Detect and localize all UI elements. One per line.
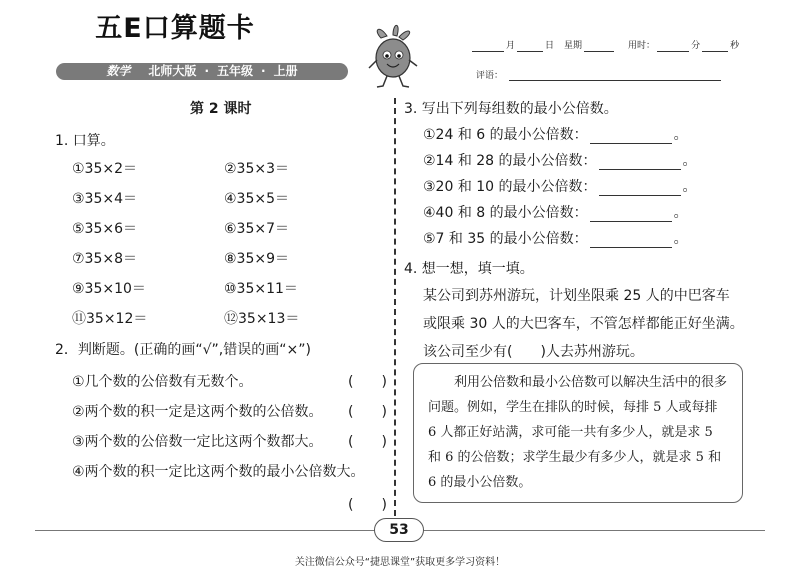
- section3-title: 3. 写出下列每组数的最小公倍数。: [404, 101, 618, 117]
- answer-paren[interactable]: ( ): [348, 374, 387, 390]
- separator-dot: ·: [204, 64, 209, 78]
- calc-item: ⑪35×12＝: [72, 311, 148, 327]
- calc-item: ⑤35×6＝: [72, 221, 138, 237]
- edition-label: 北师大版: [148, 64, 197, 78]
- calc-item: ⑥35×7＝: [224, 221, 290, 237]
- second-label: 秒: [730, 41, 740, 51]
- comment-blank: [509, 70, 721, 81]
- lcm-question: ②14 和 28 的最小公倍数：: [423, 153, 597, 169]
- lcm-item: [423, 202, 688, 222]
- story-line: 某公司到苏州游玩，计划坐限乘 25 人的中巴客车: [423, 288, 730, 304]
- calc-item: ⑦35×8＝: [72, 251, 138, 267]
- answer-blank[interactable]: [590, 130, 672, 144]
- minute-label: 分: [691, 41, 701, 51]
- page-number: 53: [374, 518, 424, 542]
- mascot-icon: [365, 22, 421, 90]
- answer-blank[interactable]: [590, 208, 672, 222]
- lesson-title: 第 2 课时: [190, 101, 252, 117]
- lcm-item: [423, 150, 697, 170]
- period: 。: [682, 153, 697, 169]
- calc-item: ①35×2＝: [72, 161, 138, 177]
- calc-item: ⑫35×13＝: [224, 311, 300, 327]
- lcm-question: ④40 和 8 的最小公倍数：: [423, 205, 588, 221]
- comment-line: [476, 68, 721, 81]
- separator-dot: ·: [261, 64, 266, 78]
- day-label: 日: [545, 41, 555, 51]
- story-line: 该公司至少有( )人去苏州游玩。: [423, 344, 644, 360]
- judge-item: ①几个数的公倍数有无数个。: [72, 374, 253, 390]
- lcm-question: ⑤7 和 35 的最小公倍数：: [423, 231, 588, 247]
- period: 。: [673, 231, 688, 247]
- tip-text: 利用公倍数和最小公倍数可以解决生活中的很多问题。例如，学生在排队的时候，每排 5 人或每排 6 人都正好站满，求可能一共有多少人，就是求 5 和 6 的公倍数；求学生最少有多少人，就是求 5 和 6 的最小公倍数。: [428, 375, 728, 490]
- lcm-item: [423, 228, 688, 248]
- answer-paren[interactable]: ( ): [348, 434, 387, 450]
- calc-item: ⑩35×11＝: [224, 281, 298, 297]
- calc-item: ③35×4＝: [72, 191, 138, 207]
- section1-title: 1. 口算。: [55, 133, 115, 149]
- comment-label: 评语：: [476, 71, 504, 81]
- date-time-line: [472, 40, 762, 52]
- period: 。: [673, 127, 688, 143]
- subject-bar: [56, 63, 348, 80]
- answer-paren[interactable]: ( ): [348, 404, 387, 420]
- lcm-question: ③20 和 10 的最小公倍数：: [423, 179, 597, 195]
- weekday-label: 星期: [564, 41, 583, 51]
- lcm-question: ①24 和 6 的最小公倍数：: [423, 127, 588, 143]
- period: 。: [682, 179, 697, 195]
- time-label: 用时：: [628, 41, 656, 51]
- grade-label: 五年级: [217, 64, 254, 78]
- day-blank: [517, 41, 543, 52]
- month-blank: [472, 41, 504, 52]
- volume-label: 上册: [273, 64, 298, 78]
- answer-blank[interactable]: [590, 234, 672, 248]
- judge-item: ②两个数的积一定是这两个数的公倍数。: [72, 404, 323, 420]
- calc-item: ②35×3＝: [224, 161, 290, 177]
- subject-label: 数学: [106, 64, 131, 78]
- lcm-item: [423, 176, 697, 196]
- calc-item: ④35×5＝: [224, 191, 290, 207]
- calc-item: ⑧35×9＝: [224, 251, 290, 267]
- second-blank: [702, 41, 728, 52]
- answer-blank[interactable]: [599, 156, 681, 170]
- answer-paren[interactable]: ( ): [348, 497, 387, 513]
- answer-blank[interactable]: [599, 182, 681, 196]
- judge-item: ③两个数的公倍数一定比这两个数都大。: [72, 434, 323, 450]
- section2-title: 2．判断题。(正确的画“√”,错误的画“×”): [55, 342, 311, 358]
- column-divider: [394, 98, 396, 516]
- period: 。: [673, 205, 688, 221]
- section4-title: 4. 想一想，填一填。: [404, 261, 534, 277]
- calc-item: ⑨35×10＝: [72, 281, 146, 297]
- footer-note: 关注微信公众号“捷思课堂”获取更多学习资料！: [294, 557, 506, 568]
- lcm-item: [423, 124, 688, 144]
- brand-title: 五E口算题卡: [95, 13, 255, 44]
- judge-item: ④两个数的积一定比这两个数的最小公倍数大。: [72, 464, 365, 480]
- tip-box: [413, 363, 743, 503]
- month-label: 月: [506, 41, 516, 51]
- story-line: 或限乘 30 人的大巴客车，不管怎样都能正好坐满。: [423, 316, 744, 332]
- minute-blank: [657, 41, 689, 52]
- weekday-blank: [584, 41, 614, 52]
